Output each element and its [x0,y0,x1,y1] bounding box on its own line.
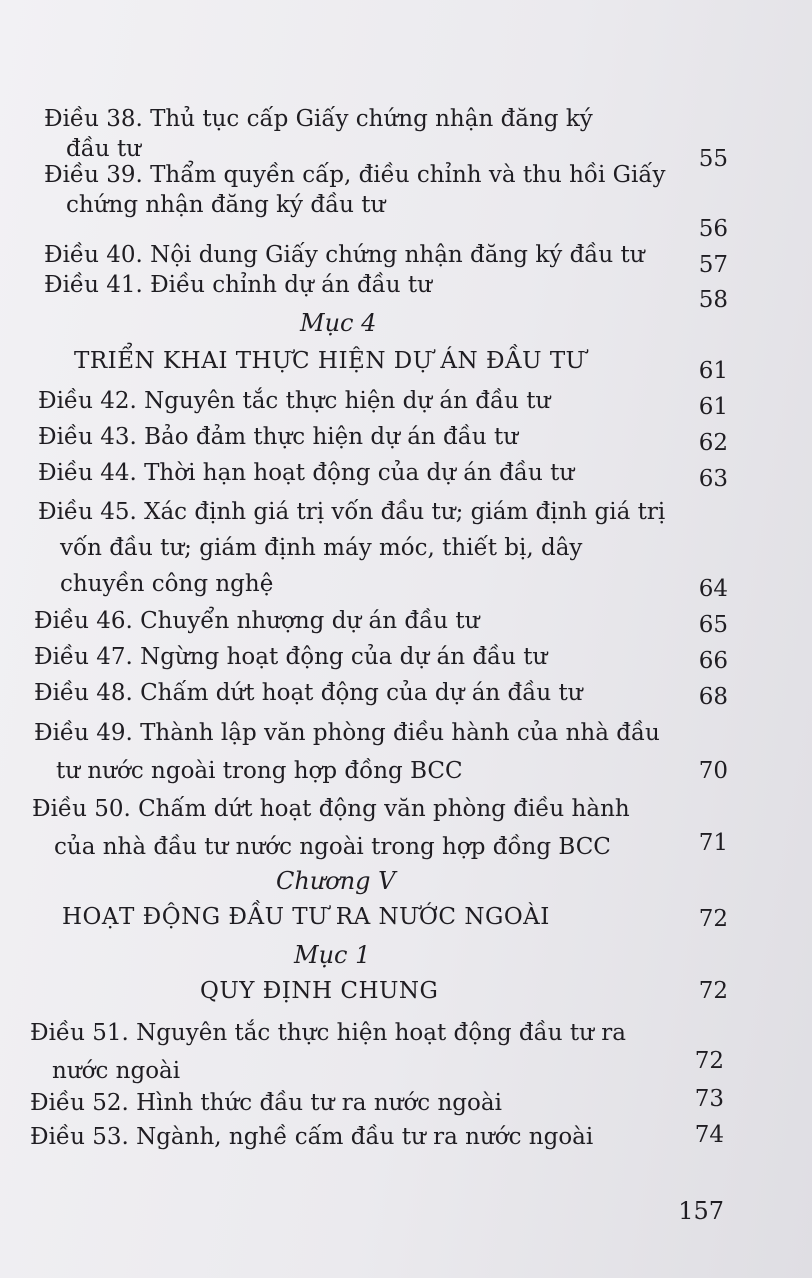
toc-entry-50-line-1: Điều 50. Chấm dứt hoạt động văn phòng điều hành [32,796,630,822]
toc-entry-46 [34,606,479,636]
toc-entry-48-line-1: Điều 48. Chấm dứt hoạt động của dự án đầu tư [34,680,583,706]
toc-entry-45-line-2: vốn đầu tư; giám định máy móc, thiết bị, dây [60,535,583,561]
toc-entry-43-page: 62 [698,430,728,456]
toc-entry-53 [30,1122,593,1152]
toc-entry-38 [44,104,593,164]
toc-entry-52-page: 73 [694,1086,724,1112]
toc-entry-52 [30,1088,502,1118]
toc-entry-48 [34,678,583,708]
toc-entry-44-page: 63 [698,466,728,492]
toc-entry-50-page: 71 [698,830,728,856]
chapter-5-title: HOẠT ĐỘNG ĐẦU TƯ RA NƯỚC NGOÀI [62,904,550,930]
toc-entry-53-line-1: Điều 53. Ngành, nghề cấm đầu tư ra nước ngoài [30,1124,594,1150]
toc-entry-39-line-1: Điều 39. Thẩm quyền cấp, điều chỉnh và thu hồi Giấy [44,162,666,188]
toc-entry-38-page: 55 [698,146,728,172]
toc-entry-39 [44,160,665,220]
toc-entry-45-line-3: chuyền công nghệ [60,571,274,597]
toc-entry-40 [44,240,645,270]
toc-entry-45-page: 64 [698,576,728,602]
toc-entry-44-line-1: Điều 44. Thời hạn hoạt động của dự án đầu tư [38,460,575,486]
toc-entry-51 [30,1014,626,1090]
toc-entry-50 [32,790,630,866]
section-1-label: Mục 1 [294,941,371,969]
section-1-title: QUY ĐỊNH CHUNG [200,978,439,1004]
toc-entry-39-line-2: chứng nhận đăng ký đầu tư [66,192,386,218]
toc-entry-40-line-1: Điều 40. Nội dung Giấy chứng nhận đăng ký đầu tư [44,242,645,268]
toc-entry-42 [38,386,550,416]
toc-entry-49-line-2: tư nước ngoài trong hợp đồng BCC [56,758,463,784]
toc-entry-43-line-1: Điều 43. Bảo đảm thực hiện dự án đầu tư [38,424,519,450]
toc-entry-41-page: 58 [698,287,728,313]
toc-entry-40-page: 57 [698,252,728,278]
toc-entry-49 [34,714,660,790]
toc-entry-38-line-1: Điều 38. Thủ tục cấp Giấy chứng nhận đăng ký [44,106,593,132]
toc-entry-46-page: 65 [698,612,728,638]
toc-entry-51-line-2: nước ngoài [52,1058,181,1084]
toc-entry-41-line-1: Điều 41. Điều chỉnh dự án đầu tư [44,272,432,298]
toc-entry-43 [38,422,518,452]
toc-entry-38-line-2: đầu tư [66,136,141,162]
toc-entry-46-line-1: Điều 46. Chuyển nhượng dự án đầu tư [34,608,480,634]
toc-entry-50-line-2: của nhà đầu tư nước ngoài trong hợp đồng BCC [54,834,611,860]
toc-entry-49-page: 70 [698,758,728,784]
toc-entry-52-line-1: Điều 52. Hình thức đầu tư ra nước ngoài [30,1090,502,1116]
section-4-page: 61 [698,358,728,384]
toc-entry-47 [34,642,547,672]
section-4-title: TRIỂN KHAI THỰC HIỆN DỰ ÁN ĐẦU TƯ [74,348,586,374]
chapter-5-page: 72 [698,906,728,932]
toc-entry-49-line-1: Điều 49. Thành lập văn phòng điều hành của nhà đầu [34,720,660,746]
toc-entry-48-page: 68 [698,684,728,710]
toc-entry-47-line-1: Điều 47. Ngừng hoạt động của dự án đầu tư [34,644,548,670]
toc-entry-45-line-1: Điều 45. Xác định giá trị vốn đầu tư; giám định giá trị [38,499,666,525]
section-1-page: 72 [698,978,728,1004]
toc-entry-44 [38,458,574,488]
toc-entry-41 [44,270,432,300]
section-4-label: Mục 4 [300,309,377,337]
toc-entry-45 [38,494,665,602]
chapter-5-label: Chương V [276,867,396,895]
page-number: 157 [678,1197,724,1225]
toc-entry-42-line-1: Điều 42. Nguyên tắc thực hiện dự án đầu tư [38,388,551,414]
toc-entry-51-line-1: Điều 51. Nguyên tắc thực hiện hoạt động đầu tư ra [30,1020,626,1046]
toc-entry-39-page: 56 [698,216,728,242]
toc-entry-47-page: 66 [698,648,728,674]
toc-entry-53-page: 74 [694,1122,724,1148]
toc-entry-42-page: 61 [698,394,728,420]
toc-entry-51-page: 72 [694,1048,724,1074]
